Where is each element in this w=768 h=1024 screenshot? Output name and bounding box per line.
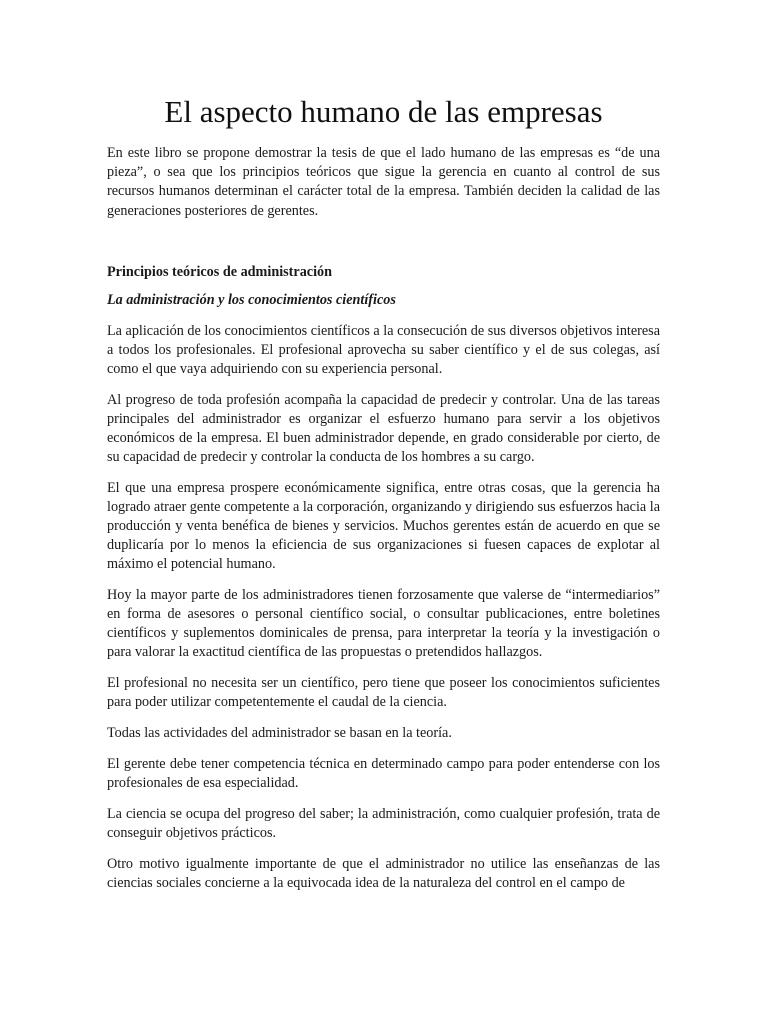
body-paragraph: El gerente debe tener competencia técnica en determinado campo para poder entenderse con los profesionales de esa especialidad. — [107, 755, 660, 791]
body-paragraph: Otro motivo igualmente importante de que el administrador no utilice las enseñanzas de las ciencias sociales concierne a la equivocada idea de la naturaleza del control en el campo de — [107, 855, 660, 891]
intro-paragraph: En este libro se propone demostrar la tesis de que el lado humano de las empresas es “de una pieza”, o sea que los principios teóricos que sigue la gerencia en cuanto al control de sus recursos humanos determinan el carácter total de la empresa. También deciden la calidad de las generaciones posteriores de gerentes. — [107, 145, 660, 219]
section-heading: Principios teóricos de administración — [107, 263, 333, 280]
subsection-heading: La administración y los conocimientos científicos — [107, 291, 396, 308]
document-page — [107, 92, 660, 893]
body-paragraph: El que una empresa prospere económicamente significa, entre otras cosas, que la gerencia ha logrado atraer gente competente a la corporación, organizando y dirigiendo sus esfuerzos hacia la producción y venta benéfica de bienes y servicios. Muchos gerentes están de acuerdo en que se duplicaría por lo menos la eficiencia de sus organizaciones si fuesen capaces de explotar al máximo el potencial humano. — [107, 479, 660, 572]
body-paragraph: Hoy la mayor parte de los administradores tienen forzosamente que valerse de “intermediarios” en forma de asesores o personal científico social, o consultar publicaciones, entre boletines científicos y suplementos dominicales de prensa, para interpretar la teoría y la investigación o para valorar la exactitud científica de las propuestas o pretendidos hallazgos. — [107, 586, 660, 660]
body-paragraph: El profesional no necesita ser un científico, pero tiene que poseer los conocimientos suficientes para poder utilizar competentemente el caudal de la ciencia. — [107, 674, 660, 710]
body-paragraph: La aplicación de los conocimientos científicos a la consecución de sus diversos objetivos interesa a todos los profesionales. El profesional aprovecha su saber científico y el de sus colegas, así como el que vaya adquiriendo con su experiencia personal. — [107, 322, 660, 377]
document-title: El aspecto humano de las empresas — [164, 94, 603, 129]
body-paragraph: Todas las actividades del administrador se basan en la teoría. — [107, 724, 452, 741]
body-paragraph: La ciencia se ocupa del progreso del saber; la administración, como cualquier profesión, trata de conseguir objetivos prácticos. — [107, 805, 660, 841]
body-paragraph: Al progreso de toda profesión acompaña la capacidad de predecir y controlar. Una de las tareas principales del administrador es organizar el esfuerzo humano para servir a los objetivos económicos de la empresa. El buen administrador depende, en grado considerable por cierto, de su capacidad de predecir y controlar la conducta de los hombres a su cargo. — [107, 391, 660, 465]
